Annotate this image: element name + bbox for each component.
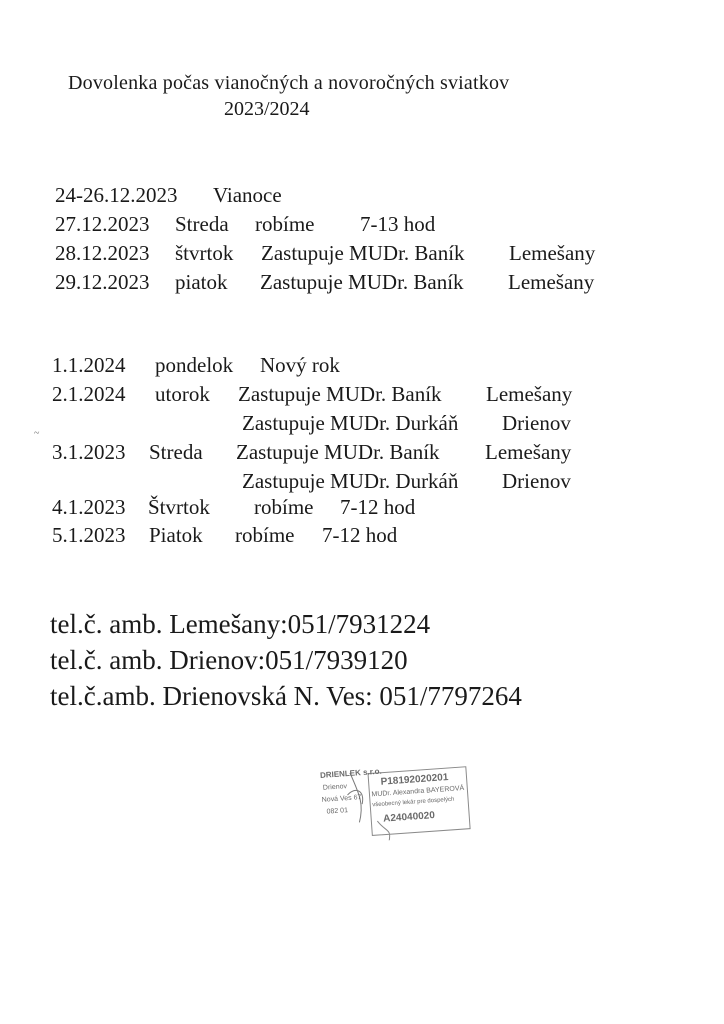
- row-day: Vianoce: [213, 183, 282, 207]
- stamp-town: Drienov: [322, 783, 348, 792]
- row-day: piatok: [175, 270, 228, 294]
- row-info: Zastupuje MUDr. Baník: [260, 270, 464, 294]
- row-date: 4.1.2023: [52, 495, 126, 519]
- row-place: Lemešany: [486, 382, 573, 406]
- row-place: 7-12 hod: [322, 523, 398, 547]
- row-date: 3.1.2023: [52, 440, 126, 464]
- row-info: robíme: [235, 523, 295, 547]
- row-date: 27.12.2023: [55, 212, 150, 236]
- row-date: 2.1.2024: [52, 382, 126, 406]
- row-place: Drienov: [502, 469, 571, 493]
- row-place: Lemešany: [509, 241, 596, 265]
- stamp-code2: A24040020: [382, 810, 436, 825]
- row-day: utorok: [155, 382, 210, 406]
- row-date: 1.1.2024: [52, 353, 126, 377]
- row-day: Štvrtok: [148, 495, 210, 519]
- row-day: pondelok: [155, 353, 234, 377]
- row-info: Zastupuje MUDr. Baník: [238, 382, 442, 406]
- margin-mark: ~: [34, 428, 40, 439]
- document-title: [62, 70, 662, 122]
- row-date: 29.12.2023: [55, 270, 150, 294]
- row-day: Piatok: [149, 523, 203, 547]
- row-date: 5.1.2023: [52, 523, 126, 547]
- stamp-doctor: MUDr. Alexandra BAYEROVÁ: [371, 784, 465, 799]
- row-info: robíme: [254, 495, 314, 519]
- row-info: Zastupuje MUDr. Durkáň: [242, 411, 459, 435]
- row-info: Zastupuje MUDr. Baník: [236, 440, 440, 464]
- row-day: Streda: [149, 440, 203, 464]
- stamp-zip: 082 01: [326, 807, 349, 816]
- stamp-street: Nová Ves 67: [321, 794, 362, 804]
- contact-line: tel.č. amb. Drienov:051/7939120: [50, 645, 408, 675]
- stamp-code: P18192020201: [380, 772, 449, 788]
- row-day: Streda: [175, 212, 229, 236]
- row-day: štvrtok: [175, 241, 234, 265]
- row-place: 7-12 hod: [340, 495, 416, 519]
- row-place: 7-13 hod: [360, 212, 436, 236]
- title-line-2: 2023/2024: [224, 98, 310, 120]
- row-info: Nový rok: [260, 353, 340, 377]
- contact-line: tel.č.amb. Drienovská N. Ves: 051/7797264: [50, 681, 522, 711]
- row-info: Zastupuje MUDr. Durkáň: [242, 469, 459, 493]
- row-date: 28.12.2023: [55, 241, 150, 265]
- stamp-company: DRIENLEK s.r.o.: [319, 766, 383, 780]
- stamp-specialty: všeobecný lekár pre dospelých: [372, 796, 455, 809]
- row-date: 24-26.12.2023: [55, 183, 178, 207]
- row-place: Lemešany: [508, 270, 595, 294]
- row-info: Zastupuje MUDr. Baník: [261, 241, 465, 265]
- row-place: Drienov: [502, 411, 571, 435]
- office-stamp: [309, 757, 474, 846]
- row-place: Lemešany: [485, 440, 572, 464]
- title-line-1: Dovolenka počas vianočných a novoročných sviatkov: [68, 72, 510, 94]
- contact-line: tel.č. amb. Lemešany:051/7931224: [50, 609, 431, 639]
- row-info: robíme: [255, 212, 315, 236]
